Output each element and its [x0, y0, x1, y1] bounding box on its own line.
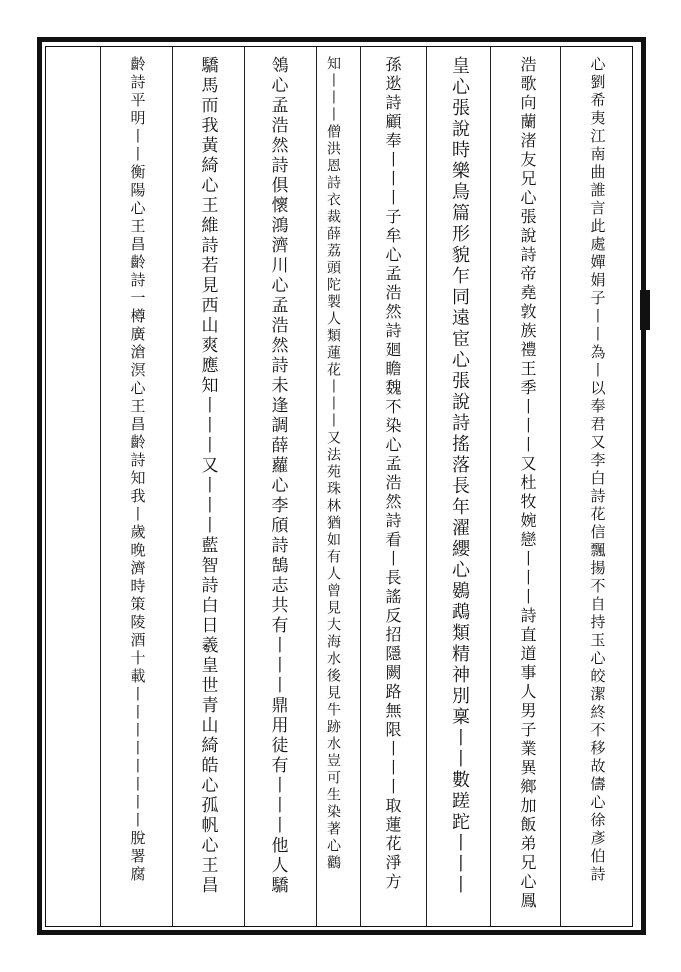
column-rule — [244, 47, 245, 926]
text-column-4 — [365, 50, 419, 920]
column-rule — [560, 47, 561, 926]
text-column-5 — [306, 50, 360, 920]
text-column-1 — [570, 50, 624, 920]
column-3-text: 皇心張說時樂鳥篇形貌乍同遠宦心張說詩搖落長年濯纓心鷃鵡類精神別稟丨丨數蹉跎丨丨丨 — [449, 56, 470, 896]
column-rule — [426, 47, 427, 926]
text-column-8 — [110, 50, 164, 920]
column-2-text: 浩歌向蘭渚友兄心張說詩帝堯敦族禮王季丨丨丨又杜牧婉戀丨丨丨詩直道事人男子業異鄉加飯弟兄心鳳 — [518, 56, 537, 911]
column-5-text: 知丨丨丨僧洪恩詩衣裁薛荔頭陀製人類蓮花丨丨丨又法苑珠林猶如有人曾見大海水後見牛跡水豈可生染著心鸛 — [325, 56, 341, 872]
text-column-6 — [250, 50, 304, 920]
column-rule — [100, 47, 101, 926]
text-column-2 — [500, 50, 554, 920]
column-1-text: 心劉希夷江南曲誰言此處嬋娟子丨丨為丨以奉君又李白詩花信飄揚不自持玉心皎潔終不移故儔心徐彥伯詩 — [588, 56, 607, 884]
column-rule — [360, 47, 361, 926]
column-7-text: 驕馬而我黃綺心王維詩若見西山爽應知丨丨丨又丨丨丨藍智詩白日羲皇世青山綺皓心孤帆心王昌 — [197, 56, 218, 896]
column-rule — [490, 47, 491, 926]
column-rule — [172, 47, 173, 926]
text-column-7 — [180, 50, 234, 920]
column-6-text: 鴒心孟浩然詩俱懷鴻濟川心孟浩然詩未逢調薛蘿心李頎詩鵠志共有丨丨丨鼎用徒有丨丨丨他人驕 — [267, 56, 288, 896]
text-column-3 — [432, 50, 486, 920]
fore-edge-marker — [640, 290, 650, 330]
column-4-text: 孫逖詩顧奉丨丨丨子牟心孟浩然詩廻瞻魏不染心孟浩然詩看丨長謠反招隱闕路無限丨丨丨取蓮花淨方 — [383, 56, 402, 892]
column-8-text: 齡詩平明丨丨衡陽心王昌齡詩一樽廣滄溟心王昌齡詩知我丨歲晚濟時策陵酒十載丨丨丨丨丨丨丨丨脫署腐 — [128, 56, 147, 884]
